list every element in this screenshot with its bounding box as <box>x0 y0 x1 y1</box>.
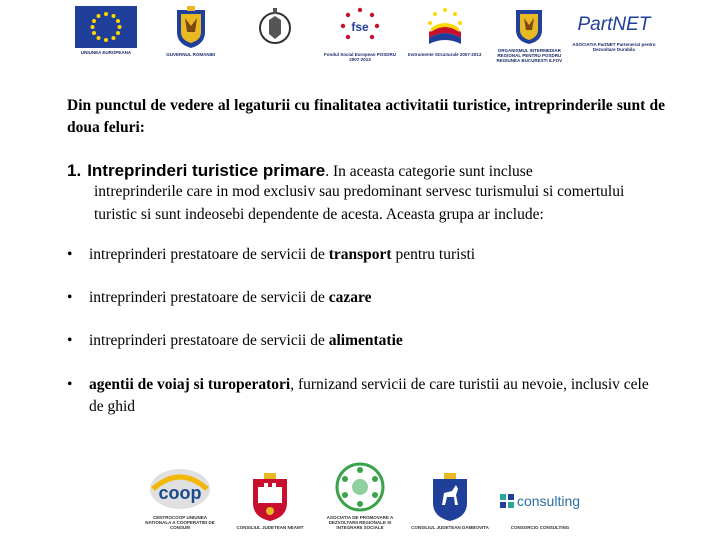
intro-paragraph: Din punctul de vedere al legaturii cu finalitatea activitatii turistice, intreprinderile sunt de doua feluri: <box>67 97 665 136</box>
list-item <box>67 244 667 266</box>
bullet-text: intreprinderi prestatoare de servicii de <box>89 289 329 306</box>
ministry-emblem-icon <box>258 6 292 50</box>
partner-logos-top <box>64 6 656 78</box>
bullet-marker: • <box>67 332 73 349</box>
bullet-marker: • <box>67 246 73 263</box>
instrumente-structurale-icon <box>423 6 467 50</box>
section-number: 1. <box>67 161 82 180</box>
instrumente-structurale-logo <box>403 6 487 57</box>
svg-text:fse: fse <box>351 20 369 34</box>
list-item <box>67 287 667 309</box>
bullet-text: intreprinderi prestatoare de servicii de <box>89 246 329 263</box>
bullet-marker: • <box>67 376 73 393</box>
logo-caption: Instrumente Structurale 2007-2013 <box>407 52 482 57</box>
logo-caption: CENTROCOOP UNIUNEA NATIONALA A COOPERATIEI DE CONSUM <box>145 515 215 530</box>
partnet-wordmark: PartNET <box>577 14 651 35</box>
grid-icon <box>500 494 514 508</box>
logo-caption: CONSILIUL JUDETEAN DAMBOVITA <box>411 525 489 530</box>
consorcio-consulting-logo <box>500 493 580 530</box>
logo-caption: ASOCIATIA DE PROMOVARE A DEZVOLTARII REGIONALE SI INTEGRARII SOCIALE <box>326 515 394 530</box>
neamt-coat-of-arms-icon <box>250 473 290 523</box>
list-item <box>67 374 667 418</box>
section-title: Intreprinderi turistice primare <box>87 161 326 180</box>
bullet-text-after: pentru turisti <box>391 246 476 263</box>
logo-caption: CONSILIUL JUDETEAN NEAMT <box>236 525 304 530</box>
coat-of-arms-icon <box>514 6 544 46</box>
coop-wordmark: coop <box>158 483 202 503</box>
bullet-highlight: cazare <box>328 289 372 306</box>
logo-caption: GUVERNUL ROMANIEI <box>166 52 216 57</box>
coop-emblem-icon <box>147 459 213 513</box>
logo-caption: UNIUNEA EUROPEANA <box>80 50 132 55</box>
people-circle-icon <box>334 461 386 513</box>
partner-logos-bottom <box>140 430 580 530</box>
section-heading <box>67 160 667 183</box>
section-lead: . In aceasta categorie sunt incluse <box>325 163 533 180</box>
uniunea-europeana-logo <box>64 6 148 55</box>
logo-caption: ASOCIATIA PartNET Parteneriat pentru Dezvoltare Durabila <box>572 42 656 52</box>
bullet-highlight: alimentatie <box>328 332 403 349</box>
section-description: intreprinderile care in mod exclusiv sau predominant servesc turismului si comertului turistic si sunt indeosebi dependente de acesta. Aceasta grupa ar include: <box>94 183 625 223</box>
organismul-intermediar-logo <box>487 6 571 63</box>
bullet-highlight: transport <box>328 246 392 263</box>
eu-flag-icon <box>75 6 137 48</box>
logo-caption: Fondul Social European POSDRU 2007-2013 <box>323 52 396 62</box>
logo-caption: ORGANISMUL INTERMEDIAR REGIONAL PENTRU POSDRU REGIUNEA BUCURESTI ILFOV <box>496 48 563 63</box>
list-item <box>67 330 667 352</box>
dambovita-coat-of-arms-icon <box>430 473 470 523</box>
guvernul-romaniei-logo <box>149 6 233 57</box>
bullet-marker: • <box>67 289 73 306</box>
bullet-text: intreprinderi prestatoare de servicii de <box>89 332 329 349</box>
ministry-logo <box>233 6 317 50</box>
consulting-wordmark: consulting <box>516 493 581 509</box>
bullet-highlight: agentii de voiaj si turoperatori <box>89 376 291 393</box>
partnet-logo <box>572 6 656 52</box>
coat-of-arms-icon <box>175 6 207 50</box>
bullet-text-after: , furnizand servicii de care turistii au nevoie, inclusiv cele de ghid <box>89 376 649 415</box>
logo-caption: CONSORCIO CONSULTING <box>510 525 570 530</box>
centrocoop-logo <box>140 459 220 530</box>
asociatia-promovare-logo <box>320 461 400 530</box>
consiliul-judetean-neamt-logo <box>230 473 310 530</box>
fse-star-icon <box>336 6 384 50</box>
consiliul-judetean-dambovita-logo <box>410 473 490 530</box>
fondul-social-european-logo <box>318 6 402 62</box>
